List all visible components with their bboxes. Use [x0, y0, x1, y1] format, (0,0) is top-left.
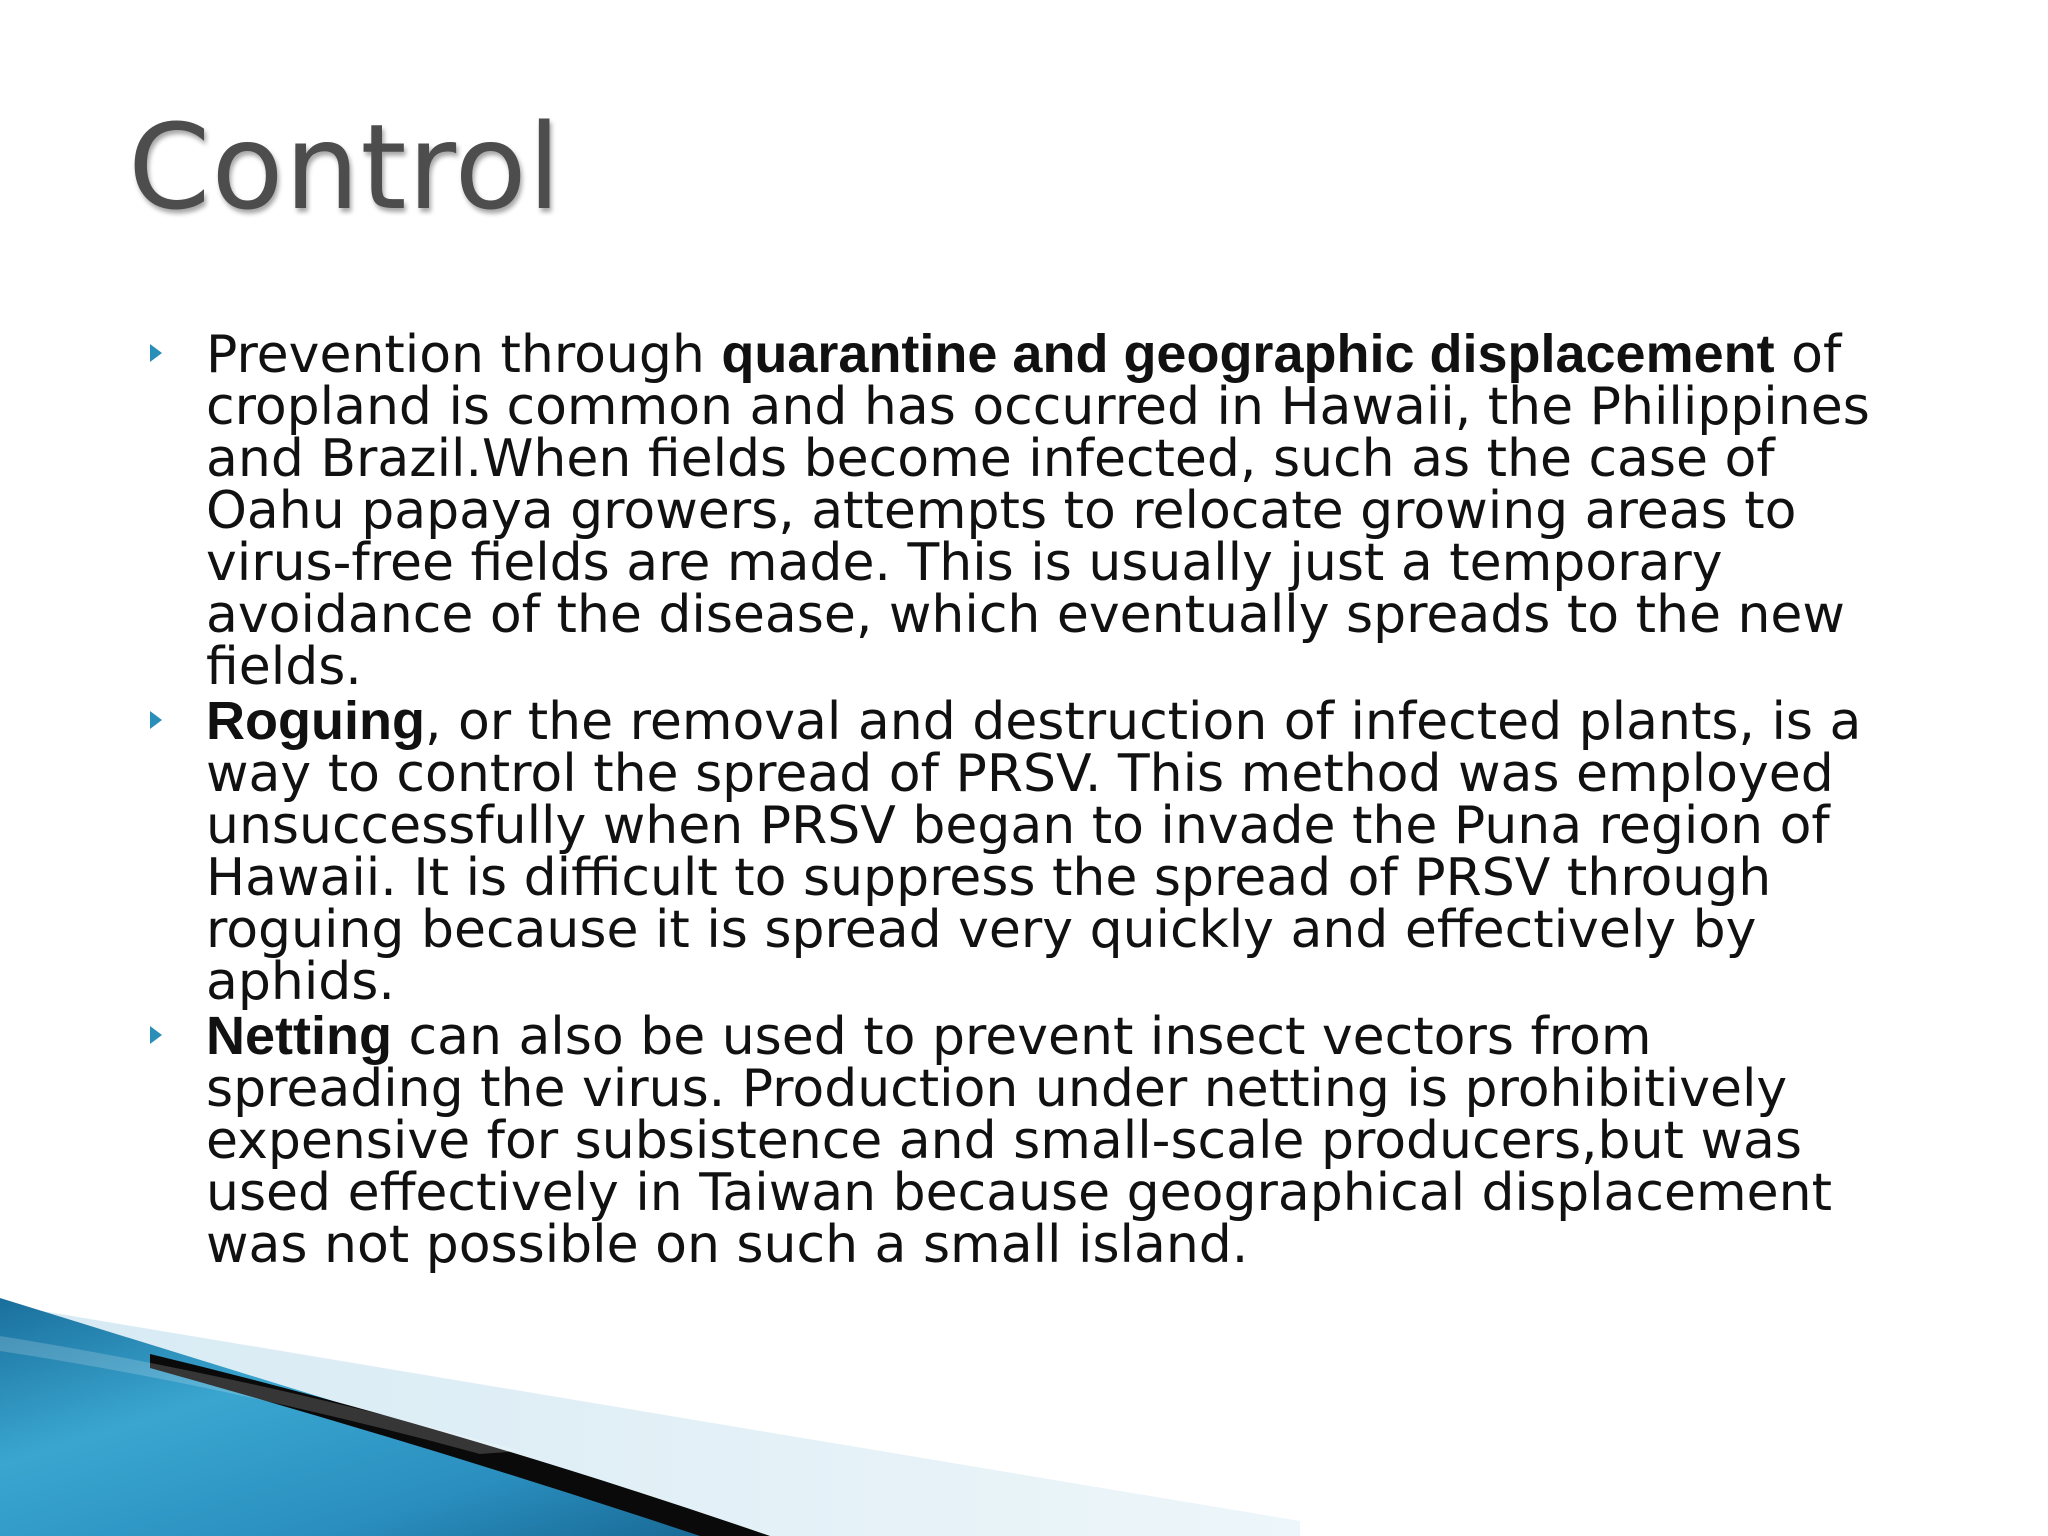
bullet-item-roguing — [150, 691, 1910, 1012]
bullet-lead-text: Prevention through — [206, 325, 722, 385]
bullet-list — [150, 324, 1910, 1275]
bullet-rest-text: can also be used to prevent insect vectors from spreading the virus. Production under netting is prohibitively expensive for subsistence and small-scale producers,but was used effectively in Taiwan because geographical displacement was not possible on such a small island. — [206, 1007, 1832, 1275]
bullet-bold-text: Netting — [206, 1006, 392, 1066]
triangle-bullet-icon — [150, 1026, 162, 1044]
triangle-bullet-icon — [150, 711, 162, 729]
decorative-swoosh — [0, 1276, 1300, 1536]
bullet-item-prevention — [150, 324, 1910, 697]
slide-title: Control — [128, 98, 562, 236]
triangle-bullet-icon — [150, 344, 162, 362]
bullet-rest-text: , or the removal and destruction of infected plants, is a way to control the spread of PRSV. This method was employed unsuccessfully when PRSV began to invade the Puna region of Hawaii. It is difficult to suppress the spread of PRSV through roguing because it is spread very quickly and effectively by aphids. — [206, 692, 1862, 1012]
bullet-item-netting — [150, 1006, 1910, 1275]
bullet-bold-text: quarantine and geographic displacement — [721, 324, 1775, 384]
bullet-rest-text: of cropland is common and has occurred in Hawaii, the Philippines and Brazil.When fields become infected, such as the case of Oahu papaya growers, attempts to relocate growing areas to virus-free fields are made. This is usually just a temporary avoidance of the disease, which eventually spreads to the new fields. — [206, 325, 1870, 697]
bullet-bold-text: Roguing — [206, 691, 425, 751]
